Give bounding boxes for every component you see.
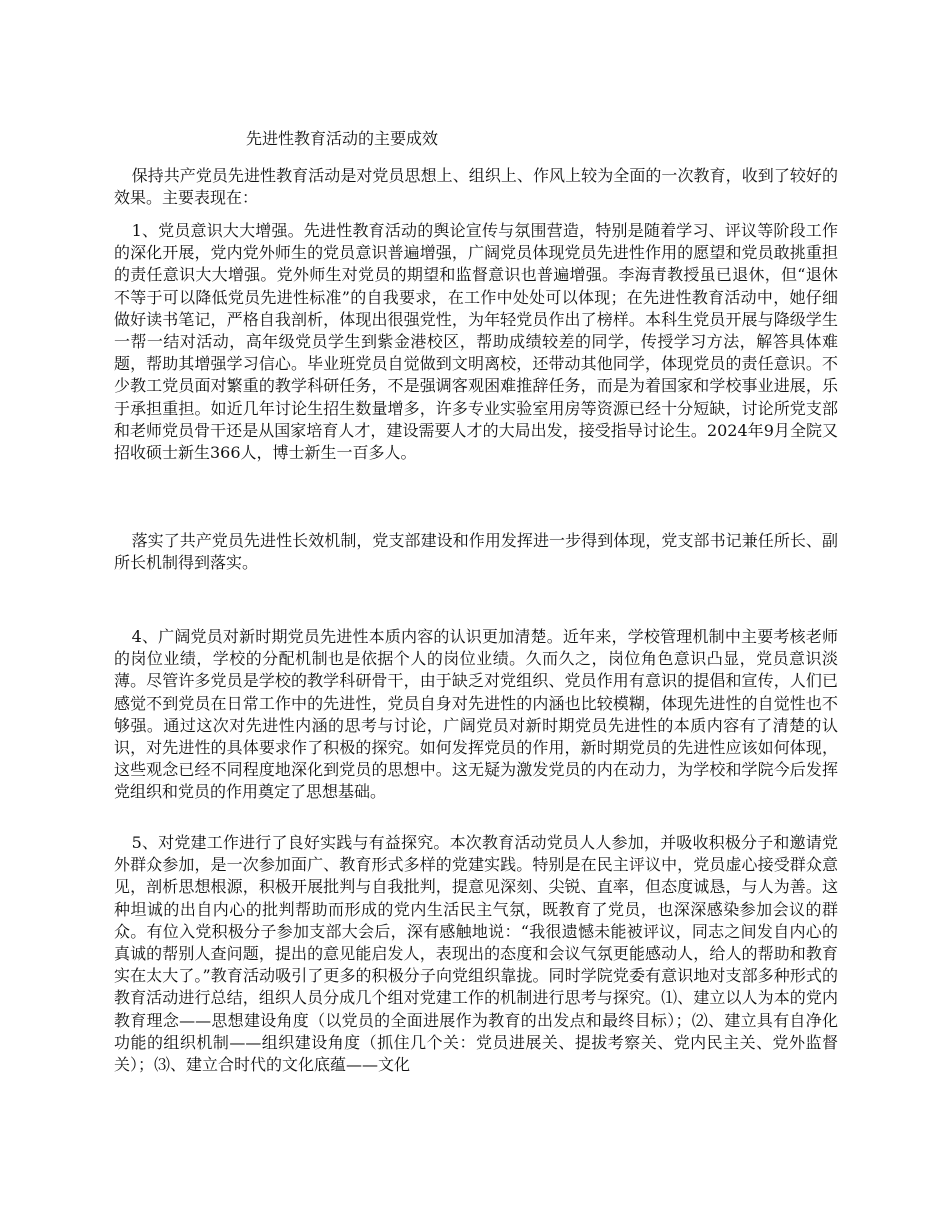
paragraph-1: 1、党员意识大大增强。先进性教育活动的舆论宣传与氛围营造，特别是随着学习、评议等阶段工作的深化开展，党内党外师生的党员意识普遍增强，广阔党员体现党员先进性作用的愿望和党员敢挑重担的责任意识大大增强。党外师生对党员的期望和监督意识也普遍增强。李海青教授虽已退休，但“退休不等于可以降低党员先进性标准”的自我要求，在工作中处处可以体现；在先进性教育活动中，她仔细做好读书笔记，严格自我剖析，体现出很强党性，为年轻党员作出了榜样。本科生党员开展与降级学生一帮一结对活动，高年级党员学生到紫金港校区，帮助成绩较差的同学，传授学习方法，解答具体难题，帮助其增强学习信心。毕业班党员自觉做到文明离校，还带动其他同学，体现党员的责任意识。不少教工党员面对繁重的教学科研任务，不是强调客观困难推辞任务，而是为着国家和学校事业进展，乐于承担重担。如近几年讨论生招生数量增多，许多专业实验室用房等资源已经十分短缺，讨论所党支部和老师党员骨干还是从国家培育人才，建设需要人才的大局出发，接受指导讨论生。2024年9月全院又招收硕士新生366人，博士新生一百多人。 — [114, 221, 838, 463]
paragraph-5: 5、对党建工作进行了良好实践与有益探究。本次教育活动党员人人参加，并吸收积极分子和邀请党外群众参加，是一次参加面广、教育形式多样的党建实践。特别是在民主评议中，党员虚心接受群众意见，剖析思想根源，积极开展批判与自我批判，提意见深刻、尖锐、直率，但态度诚恳，与人为善。这种坦诚的出自内心的批判帮助而形成的党内生活民主气氛，既教育了党员，也深深感染参加会议的群众。有位入党积极分子参加支部大会后，深有感触地说：“我很遗憾未能被评议，同志之间发自内心的真诚的帮别人查问题，提出的意见能启发人，表现出的态度和会议气氛更能感动人，给人的帮助和教育实在太大了。”教育活动吸引了更多的积极分子向党组织靠拢。同时学院党委有意识地对支部多种形式的教育活动进行总结，组织人员分成几个组对党建工作的机制进行思考与探究。⑴、建立以人为本的党内教育理念——思想建设角度（以党员的全面进展作为教育的出发点和最终目标）；⑵、建立具有自净化功能的组织机制——组织建设角度（抓住几个关：党员进展关、提拔考察关、党内民主关、党外监督关）；⑶、建立合时代的文化底蕴——文化 — [114, 833, 838, 1075]
paragraph-3: 落实了共产党员先进性长效机制，党支部建设和作用发挥进一步得到体现，党支部书记兼任所长、副所长机制得到落实。 — [114, 531, 838, 573]
paragraph-4: 4、广阔党员对新时期党员先进性本质内容的认识更加清楚。近年来，学校管理机制中主要考核老师的岗位业绩，学校的分配机制也是依据个人的岗位业绩。久而久之，岗位角色意识凸显，党员意识淡薄。尽管许多党员是学校的教学科研骨干，由于缺乏对党组织、党员作用有意识的提倡和宣传，人们已感觉不到党员在日常工作中的先进性，党员自身对先进性的内涵也比较模糊，体现先进性的自觉性也不够强。通过这次对先进性内涵的思考与讨论，广阔党员对新时期党员先进性的本质内容有了清楚的认识，对先进性的具体要求作了积极的探究。如何发挥党员的作用，新时期党员的先进性应该如何体现，这些观念已经不同程度地深化到党员的思想中。这无疑为激发党员的内在动力，为学校和学院今后发挥党组织和党员的作用奠定了思想基础。 — [114, 627, 838, 802]
document-title: 先进性教育活动的主要成效 — [246, 129, 439, 148]
paragraph-intro: 保持共产党员先进性教育活动是对党员思想上、组织上、作风上较为全面的一次教育，收到了较好的效果。主要表现在： — [114, 166, 838, 208]
